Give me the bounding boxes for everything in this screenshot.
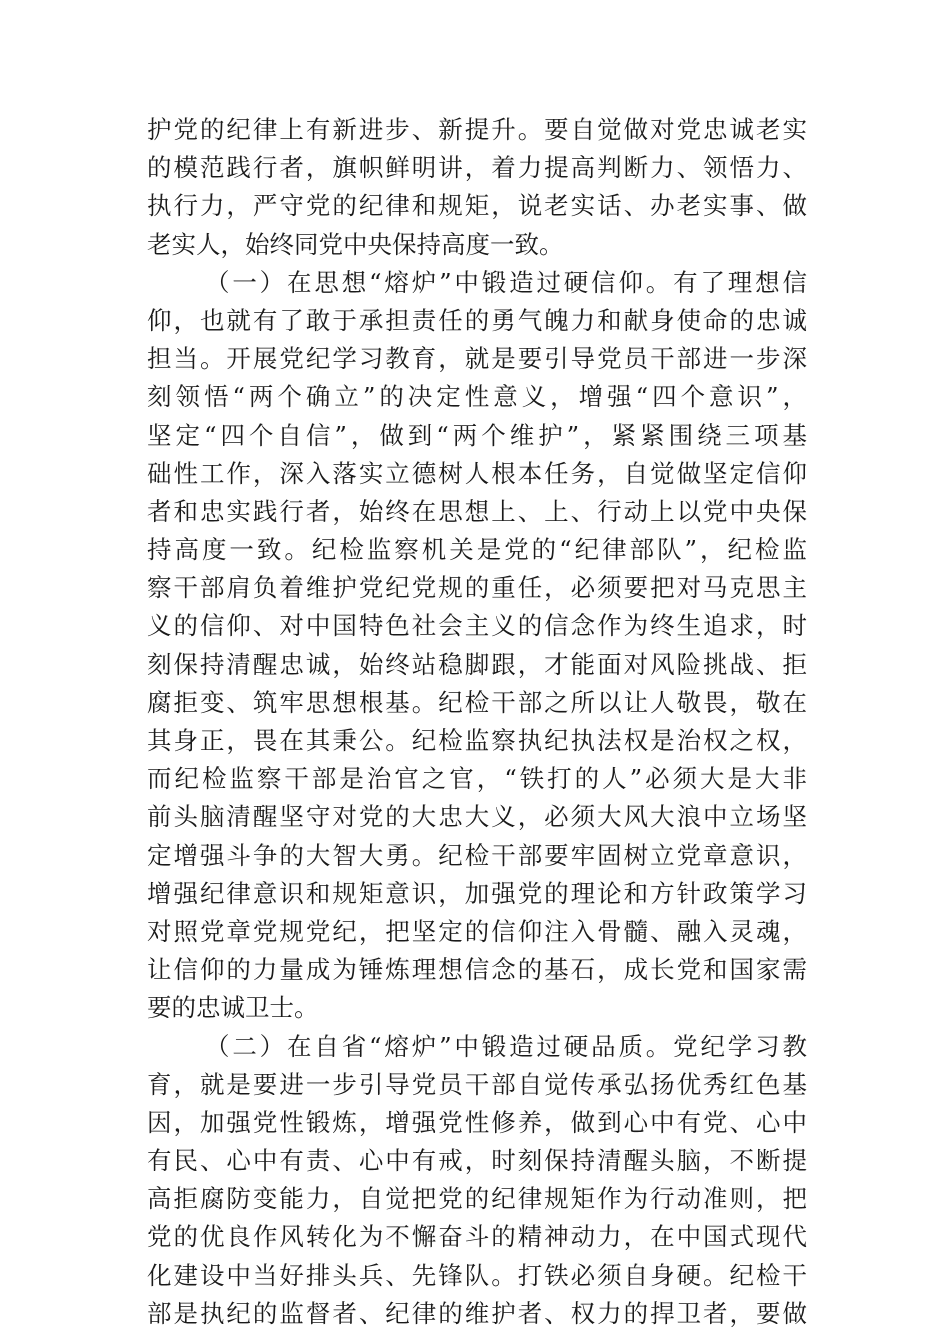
text-line: 刻保持清醒忠诚，始终站稳脚跟，才能面对风险挑战、拒 <box>147 649 807 679</box>
text-line: 持高度一致。纪检监察机关是党的“纪律部队”，纪检监 <box>147 535 807 565</box>
text-line: 对照党章党规党纪，把坚定的信仰注入骨髓、融入灵魂， <box>147 916 807 946</box>
text-line: 刻领悟“两个确立”的决定性意义，增强“四个意识”， <box>147 382 807 412</box>
text-line: 因，加强党性锻炼，增强党性修养，做到心中有党、心中 <box>147 1107 807 1137</box>
text-line: 坚定“四个自信”，做到“两个维护”，紧紧围绕三项基 <box>147 420 807 450</box>
text-line: 义的信仰、对中国特色社会主义的信念作为终生追求，时 <box>147 611 807 641</box>
text-line: 党的优良作风转化为不懈奋斗的精神动力，在中国式现代 <box>147 1222 807 1252</box>
text-line: 化建设中当好排头兵、先锋队。打铁必须自身硬。纪检干 <box>147 1260 807 1290</box>
section-heading-line: （一）在思想“熔炉”中锻造过硬信仰。有了理想信 <box>205 267 807 297</box>
text-line: 腐拒变、筑牢思想根基。纪检干部之所以让人敬畏，敬在 <box>147 687 807 717</box>
text-line: 高拒腐防变能力，自觉把党的纪律规矩作为行动准则，把 <box>147 1184 807 1214</box>
text-line: 础性工作，深入落实立德树人根本任务，自觉做坚定信仰 <box>147 458 807 488</box>
text-line: 定增强斗争的大智大勇。纪检干部要牢固树立党章意识， <box>147 840 807 870</box>
text-line: 增强纪律意识和规矩意识，加强党的理论和方针政策学习 <box>147 878 807 908</box>
text-line: 育，就是要进一步引导党员干部自觉传承弘扬优秀红色基 <box>147 1069 807 1099</box>
text-line: 担当。开展党纪学习教育，就是要引导党员干部进一步深 <box>147 344 807 374</box>
paragraph-section-two <box>147 1028 807 1334</box>
section-heading-line: （二）在自省“熔炉”中锻造过硬品质。党纪学习教 <box>205 1031 807 1061</box>
paragraph-continued <box>147 111 807 264</box>
text-line: 而纪检监察干部是治官之官，“铁打的人”必须大是大非 <box>147 764 807 794</box>
text-line: 察干部肩负着维护党纪党规的重任，必须要把对马克思主 <box>147 573 807 603</box>
text-line: 部是执纪的监督者、纪律的维护者、权力的捍卫者，要做 <box>147 1298 807 1328</box>
text-line: 仰，也就有了敢于承担责任的勇气魄力和献身使命的忠诚 <box>147 305 807 335</box>
text-line: 的模范践行者，旗帜鲜明讲，着力提高判断力、领悟力、 <box>147 153 807 183</box>
text-line: 让信仰的力量成为锤炼理想信念的基石，成长党和国家需 <box>147 955 807 985</box>
text-line: 要的忠诚卫士。 <box>147 993 319 1023</box>
text-line: 前头脑清醒坚守对党的大忠大义，必须大风大浪中立场坚 <box>147 802 807 832</box>
text-line: 护党的纪律上有新进步、新提升。要自觉做对党忠诚老实 <box>147 115 807 144</box>
text-line: 有民、心中有责、心中有戒，时刻保持清醒头脑，不断提 <box>147 1146 807 1176</box>
text-line: 执行力，严守党的纪律和规矩，说老实话、办老实事、做 <box>147 191 807 221</box>
paragraph-section-one <box>147 264 807 1028</box>
text-line: 老实人，始终同党中央保持高度一致。 <box>147 229 564 259</box>
text-line: 者和忠实践行者，始终在思想上、上、行动上以党中央保 <box>147 496 807 526</box>
text-line: 其身正，畏在其秉公。纪检监察执纪执法权是治权之权， <box>147 726 807 755</box>
document-body <box>147 111 807 1333</box>
